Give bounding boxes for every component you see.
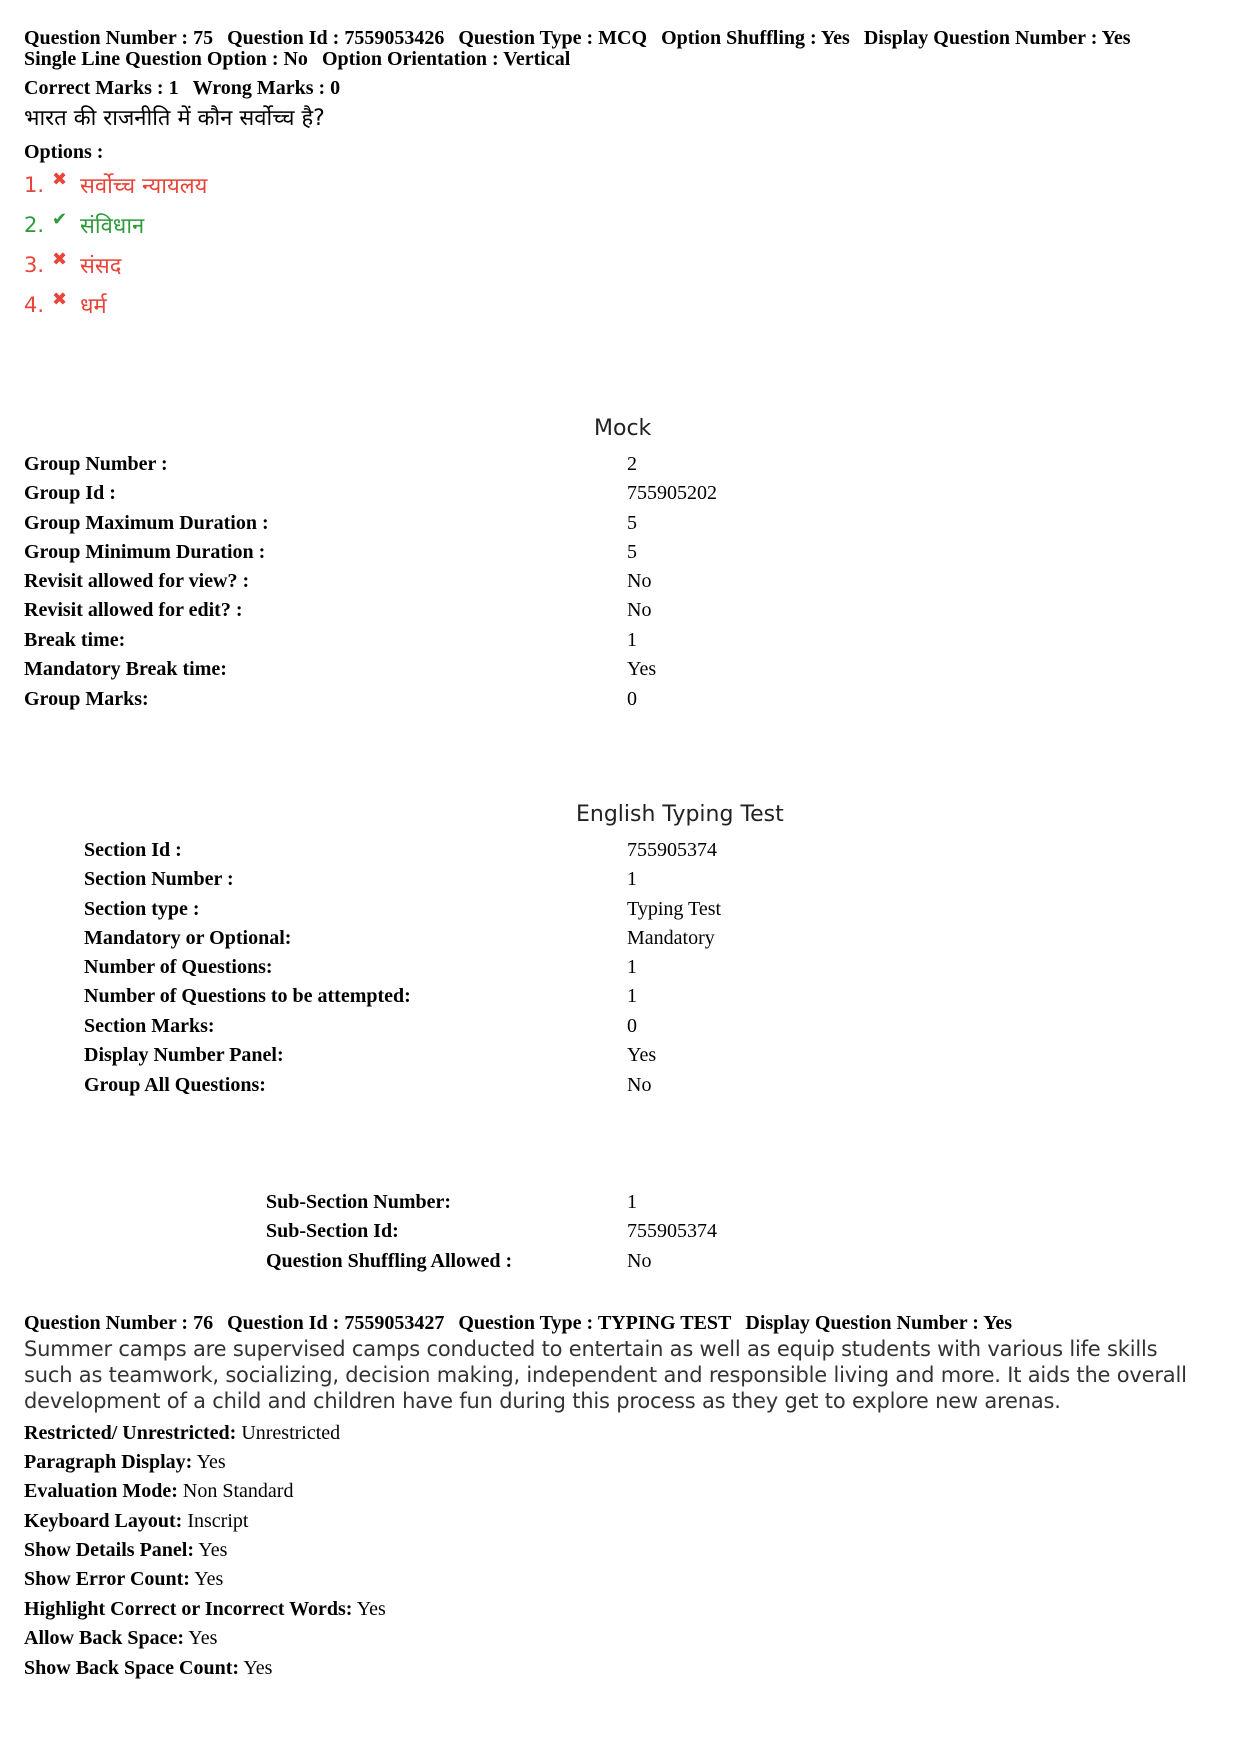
option-number: 2. bbox=[24, 213, 45, 237]
section-row: Section Number : 1 bbox=[84, 868, 637, 890]
section-title: English Typing Test bbox=[576, 802, 784, 827]
group-row: Mandatory Break time: Yes bbox=[24, 658, 657, 680]
q76-display-number: Display Question Number : Yes bbox=[745, 1312, 1013, 1334]
group-row: Group Marks: 0 bbox=[24, 688, 637, 710]
section-row: Section Id : 755905374 bbox=[84, 839, 717, 861]
q75-options-label: Options : bbox=[24, 141, 104, 163]
group-title: Mock bbox=[594, 416, 652, 441]
group-row: Group Minimum Duration : 5 bbox=[24, 541, 637, 563]
group-row: Revisit allowed for view? : No bbox=[24, 570, 652, 592]
correct-check-icon: ✔ bbox=[52, 208, 68, 230]
q75-shuffling: Option Shuffling : Yes bbox=[661, 27, 850, 49]
q75-option-4 bbox=[24, 288, 107, 322]
q75-correct-marks: Correct Marks : 1 bbox=[24, 77, 179, 99]
section-row: Section Marks: 0 bbox=[84, 1015, 637, 1037]
q75-single-line: Single Line Question Option : No bbox=[24, 48, 308, 70]
q76-typing-paragraph: Summer camps are supervised camps conducted to entertain as well as equip students with various life skills such as teamwork, socializing, decision making, independent and responsible living and more. It aids the overall development of a child and children have fun during this process as they get to explore new arenas. bbox=[24, 1337, 1187, 1413]
q75-option-2 bbox=[24, 208, 144, 242]
option-number: 1. bbox=[24, 173, 45, 197]
subsection-row: Sub-Section Number: 1 bbox=[266, 1191, 637, 1213]
group-row: Group Id : 755905202 bbox=[24, 482, 717, 504]
wrong-cross-icon: ✖ bbox=[52, 248, 68, 270]
q76-id: Question Id : 7559053427 bbox=[227, 1312, 445, 1334]
section-row: Group All Questions: No bbox=[84, 1074, 652, 1096]
q75-question-text: भारत की राजनीति में कौन सर्वोच्च है? bbox=[24, 106, 325, 131]
detail-row: Show Back Space Count: Yes bbox=[24, 1657, 273, 1679]
section-row: Mandatory or Optional: Mandatory bbox=[84, 927, 715, 949]
option-text: संविधान bbox=[80, 214, 145, 239]
q75-wrong-marks: Wrong Marks : 0 bbox=[192, 77, 341, 99]
option-number: 4. bbox=[24, 293, 45, 317]
q75-header-line1 bbox=[24, 27, 1145, 49]
detail-row: Keyboard Layout: Inscript bbox=[24, 1510, 249, 1532]
group-row: Revisit allowed for edit? : No bbox=[24, 599, 652, 621]
q75-orientation: Option Orientation : Vertical bbox=[321, 48, 571, 70]
section-row: Display Number Panel: Yes bbox=[84, 1044, 657, 1066]
wrong-cross-icon: ✖ bbox=[52, 168, 68, 190]
section-row: Number of Questions: 1 bbox=[84, 956, 637, 978]
section-row: Section type : Typing Test bbox=[84, 898, 722, 920]
q76-header bbox=[24, 1312, 1026, 1334]
subsection-row: Question Shuffling Allowed : No bbox=[266, 1250, 652, 1272]
group-row: Group Number : 2 bbox=[24, 453, 637, 475]
q76-type: Question Type : TYPING TEST bbox=[458, 1312, 732, 1334]
option-number: 3. bbox=[24, 253, 45, 277]
detail-row: Highlight Correct or Incorrect Words: Yes bbox=[24, 1598, 386, 1620]
option-text: धर्म bbox=[80, 294, 107, 319]
q75-type: Question Type : MCQ bbox=[458, 27, 648, 49]
detail-row: Evaluation Mode: Non Standard bbox=[24, 1480, 294, 1502]
q76-number: Question Number : 76 bbox=[24, 1312, 214, 1334]
section-row: Number of Questions to be attempted: 1 bbox=[84, 985, 637, 1007]
detail-row: Show Error Count: Yes bbox=[24, 1568, 224, 1590]
q75-option-3 bbox=[24, 248, 121, 282]
detail-row: Paragraph Display: Yes bbox=[24, 1451, 226, 1473]
group-row: Group Maximum Duration : 5 bbox=[24, 512, 637, 534]
q75-display-number: Display Question Number : Yes bbox=[863, 27, 1131, 49]
wrong-cross-icon: ✖ bbox=[52, 288, 68, 310]
detail-row: Allow Back Space: Yes bbox=[24, 1627, 218, 1649]
q75-id: Question Id : 7559053426 bbox=[227, 27, 445, 49]
detail-row: Show Details Panel: Yes bbox=[24, 1539, 228, 1561]
option-text: सर्वोच्च न्यायलय bbox=[80, 174, 208, 199]
detail-row: Restricted/ Unrestricted: Unrestricted bbox=[24, 1422, 341, 1444]
subsection-row: Sub-Section Id: 755905374 bbox=[266, 1220, 717, 1242]
option-text: संसद bbox=[80, 254, 122, 279]
q75-option-1 bbox=[24, 168, 207, 202]
group-row: Break time: 1 bbox=[24, 629, 637, 651]
q75-number: Question Number : 75 bbox=[24, 27, 214, 49]
q75-header-line2 bbox=[24, 48, 584, 70]
q75-marks bbox=[24, 77, 354, 99]
